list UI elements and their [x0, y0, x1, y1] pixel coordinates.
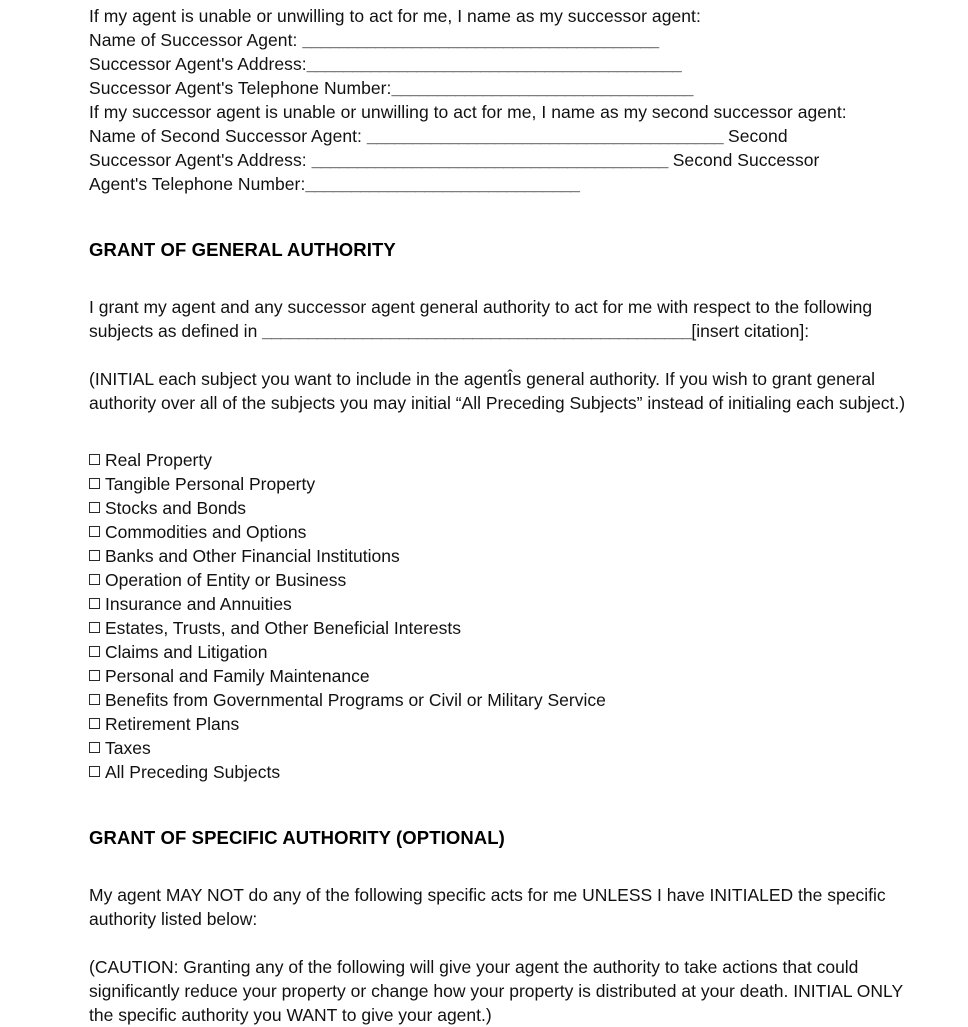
second-successor-agent-telephone-fill-line[interactable]: ______________________________ [305, 174, 580, 194]
successor-agent-block [89, 0, 924, 196]
successor-line-6-tail: Second Successor [667, 150, 820, 170]
specific-authority-intro-paragraph: My agent MAY NOT do any of the following specific acts for me UNLESS I have INITIALED the specific authority listed below: [89, 885, 886, 929]
checkbox-label: Benefits from Governmental Programs or Civil or Military Service [105, 690, 606, 710]
spacer-before-checklist [89, 415, 924, 448]
successor-line-2-text: Successor Agent's Address: [89, 54, 307, 74]
successor-line-2 [89, 52, 924, 76]
list-item[interactable] [89, 496, 924, 520]
list-item[interactable] [89, 640, 924, 664]
successor-line-4 [89, 100, 924, 124]
successor-line-5-tail: Second [723, 126, 788, 146]
second-successor-agent-name-fill-line[interactable]: _______________________________________ [366, 126, 724, 146]
successor-line-0 [89, 4, 924, 28]
spacer-before-caution [89, 931, 924, 955]
checkbox-label: Operation of Entity or Business [105, 570, 347, 590]
spacer-after-general-heading [89, 262, 924, 295]
successor-line-3-text: Successor Agent's Telephone Number: [89, 78, 392, 98]
spacer-after-successor-block [89, 196, 924, 238]
general-authority-citation-fill-line[interactable]: _______________________________________________ [262, 321, 692, 341]
spacer-after-specific-heading [89, 850, 924, 883]
general-authority-subject-checklist [89, 448, 924, 784]
successor-line-1-text: Name of Successor Agent: [89, 30, 303, 50]
checkbox-label: Banks and Other Financial Institutions [105, 546, 400, 566]
empty-checkbox-icon[interactable] [89, 598, 100, 609]
empty-checkbox-icon[interactable] [89, 694, 100, 705]
general-authority-intro-part2: [insert citation]: [691, 321, 810, 341]
list-item[interactable] [89, 520, 924, 544]
empty-checkbox-icon[interactable] [89, 502, 100, 513]
list-item[interactable] [89, 472, 924, 496]
general-authority-intro-paragraph [89, 295, 924, 343]
checkbox-label: Tangible Personal Property [105, 474, 316, 494]
checkbox-label: Real Property [105, 450, 212, 470]
successor-line-0-text: If my agent is unable or unwilling to act for me, I name as my successor agent: [89, 6, 701, 26]
empty-checkbox-icon[interactable] [89, 574, 100, 585]
checkbox-label: Stocks and Bonds [105, 498, 247, 518]
empty-checkbox-icon[interactable] [89, 526, 100, 537]
checkbox-label: Insurance and Annuities [105, 594, 292, 614]
successor-line-3 [89, 76, 924, 100]
successor-agent-telephone-fill-line[interactable]: _________________________________ [391, 78, 693, 98]
general-authority-instructions-paragraph: (INITIAL each subject you want to include in the agentÎs general authority. If you wish to grant general authority over all of the subjects you may initial “All Preceding Subjects” instead of initialing each subject.) [89, 369, 906, 413]
successor-line-5 [89, 124, 924, 148]
list-item[interactable] [89, 448, 924, 472]
successor-agent-name-fill-line[interactable]: _______________________________________ [302, 30, 659, 50]
list-item[interactable] [89, 568, 924, 592]
empty-checkbox-icon[interactable] [89, 478, 100, 489]
grant-of-general-authority-heading: GRANT OF GENERAL AUTHORITY [89, 239, 396, 260]
empty-checkbox-icon[interactable] [89, 622, 100, 633]
empty-checkbox-icon[interactable] [89, 454, 100, 465]
list-item[interactable] [89, 592, 924, 616]
list-item[interactable] [89, 760, 924, 784]
general-authority-intro-part1: I grant my agent and any successor agent general authority to act for me with respect to the following subjects as defined in [89, 297, 873, 341]
empty-checkbox-icon[interactable] [89, 766, 100, 777]
list-item[interactable] [89, 688, 924, 712]
second-successor-agent-address-fill-line[interactable]: _______________________________________ [311, 150, 668, 170]
specific-authority-caution-paragraph: (CAUTION: Granting any of the following will give your agent the authority to take actions that could significantly reduce your property or change how your property is distributed at your death. INITIAL ONLY the specific authority you WANT to give your agent.) [89, 957, 903, 1025]
checkbox-label: Commodities and Options [105, 522, 307, 542]
successor-line-7 [89, 172, 924, 196]
successor-line-1 [89, 28, 924, 52]
successor-line-7-text: Agent's Telephone Number: [89, 174, 306, 194]
checkbox-label: Claims and Litigation [105, 642, 268, 662]
list-item[interactable] [89, 616, 924, 640]
empty-checkbox-icon[interactable] [89, 742, 100, 753]
list-item[interactable] [89, 544, 924, 568]
successor-line-5-text: Name of Second Successor Agent: [89, 126, 367, 146]
list-item[interactable] [89, 712, 924, 736]
list-item[interactable] [89, 664, 924, 688]
spacer-before-instructions [89, 343, 924, 367]
successor-line-4-text: If my successor agent is unable or unwilling to act for me, I name as my second successor agent: [89, 102, 847, 122]
empty-checkbox-icon[interactable] [89, 646, 100, 657]
checkbox-label: Personal and Family Maintenance [105, 666, 370, 686]
successor-agent-address-fill-line[interactable]: _________________________________________ [306, 54, 682, 74]
empty-checkbox-icon[interactable] [89, 718, 100, 729]
checkbox-label: Retirement Plans [105, 714, 240, 734]
spacer-before-specific-heading [89, 784, 924, 826]
successor-line-6 [89, 148, 924, 172]
grant-of-specific-authority-heading: GRANT OF SPECIFIC AUTHORITY (OPTIONAL) [89, 827, 505, 848]
checkbox-label: All Preceding Subjects [105, 762, 281, 782]
empty-checkbox-icon[interactable] [89, 670, 100, 681]
successor-line-6-text: Successor Agent's Address: [89, 150, 312, 170]
empty-checkbox-icon[interactable] [89, 550, 100, 561]
checkbox-label: Estates, Trusts, and Other Beneficial Interests [105, 618, 461, 638]
checkbox-label: Taxes [105, 738, 151, 758]
list-item[interactable] [89, 736, 924, 760]
